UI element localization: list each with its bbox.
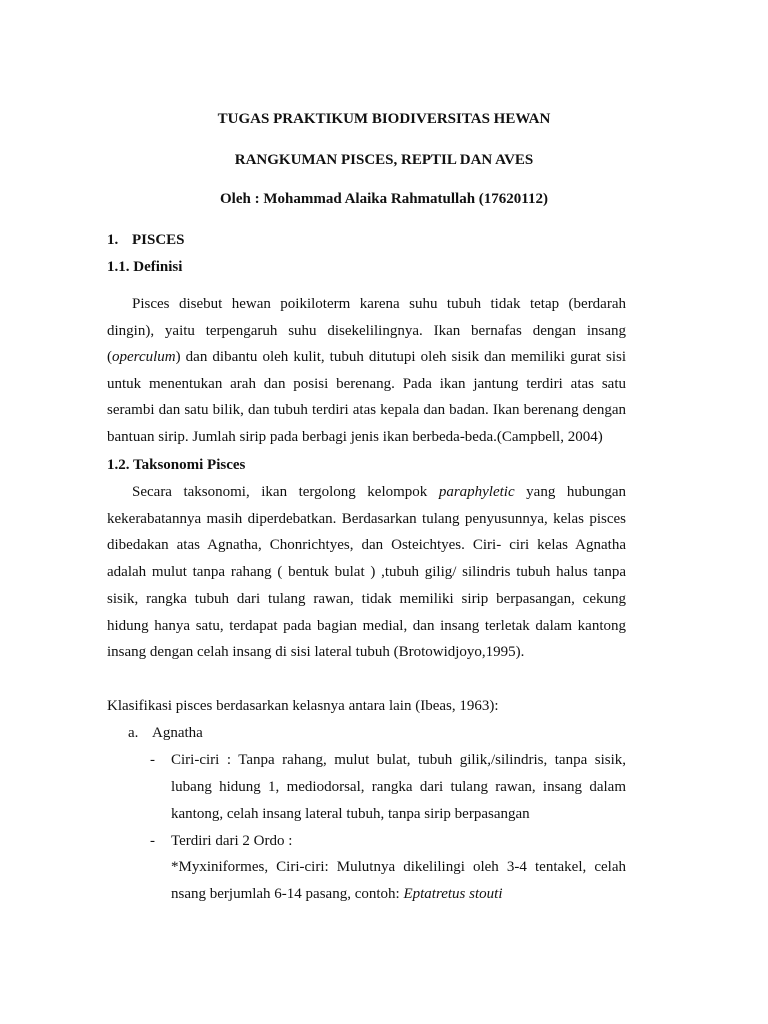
paragraph-line: dingin), yaitu terpengaruh suhu disekelilingnya. Ikan bernafas dengan insang <box>107 323 626 339</box>
list-marker: a. <box>128 725 139 741</box>
bullet-line: *Myxiniformes, Ciri-ciri: Mulutnya dikelilingi oleh 3-4 tentakel, celah <box>171 859 626 875</box>
text-fragment: Secara taksonomi, ikan tergolong kelompok <box>132 484 428 500</box>
section-title: PISCES <box>132 232 185 248</box>
paragraph-line <box>132 483 626 501</box>
paragraph-line: dibedakan atas Agnatha, Chonrichtyes, dan Osteichtyes. Ciri- ciri kelas Agnatha <box>107 537 626 553</box>
subsection-heading-taksonomi: 1.2. Taksonomi Pisces <box>107 457 246 473</box>
document-subtitle: RANGKUMAN PISCES, REPTIL DAN AVES <box>234 152 534 168</box>
bullet-line <box>171 885 502 903</box>
bullet-marker: - <box>150 752 155 768</box>
ordo-label: Terdiri dari 2 Ordo : <box>171 833 293 849</box>
bullet-line: lubang hidung 1, mediodorsal, rangka dari tulang rawan, insang dalam <box>171 779 626 795</box>
document-author: Oleh : Mohammad Alaika Rahmatullah (17620112) <box>220 191 548 207</box>
italic-species: Eptatretus stouti <box>403 886 503 902</box>
klasifikasi-intro: Klasifikasi pisces berdasarkan kelasnya antara lain (Ibeas, 1963): <box>107 698 499 714</box>
paragraph-line: Pisces disebut hewan poikiloterm karena suhu tubuh tidak tetap (berdarah <box>132 296 626 312</box>
list-item-agnatha: Agnatha <box>152 725 203 741</box>
paragraph-line: sisik, rangka tubuh dari tulang rawan, tidak memiliki sirip berpasangan, cekung <box>107 591 626 607</box>
paragraph-line: bantuan sirip. Jumlah sirip pada berbagi jenis ikan berbeda-beda.(Campbell, 2004) <box>107 429 603 445</box>
paragraph-line: adalah mulut tanpa rahang ( bentuk bulat ) ,tubuh gilig/ silindris tubuh halus tanpa <box>107 564 626 580</box>
paragraph-line: kekerabatannya masih diperdebatkan. Berdasarkan tulang penyusunnya, kelas pisces <box>107 511 626 527</box>
italic-term: paraphyletic <box>438 484 515 500</box>
bullet-line: Ciri-ciri : Tanpa rahang, mulut bulat, tubuh gilik,/silindris, tanpa sisik, <box>171 752 626 768</box>
paragraph-line: untuk menentukan arah dan posisi berenang. Pada ikan jantung terdiri atas satu <box>107 376 626 392</box>
paragraph-line: insang dengan celah insang di sisi lateral tubuh (Brotowidjoyo,1995). <box>107 644 525 660</box>
paragraph-line: serambi dan satu bilik, dan tubuh terdiri atas kepala dan badan. Ikan berenang dengan <box>107 402 626 418</box>
italic-term: operculum <box>112 349 176 365</box>
document-title: TUGAS PRAKTIKUM BIODIVERSITAS HEWAN <box>217 111 551 127</box>
text-fragment: ) dan dibantu oleh kulit, tubuh ditutupi oleh sisik dan memiliki gurat sisi <box>175 349 626 365</box>
bullet-marker: - <box>150 833 155 849</box>
subsection-heading-definisi: 1.1. Definisi <box>107 259 183 275</box>
text-fragment: yang hubungan <box>526 484 626 500</box>
text-fragment: ( <box>107 349 112 365</box>
paragraph-line <box>107 348 626 366</box>
section-number: 1. <box>107 232 119 248</box>
bullet-line: kantong, celah insang lateral tubuh, tanpa sirip berpasangan <box>171 806 530 822</box>
text-fragment: nsang berjumlah 6-14 pasang, contoh: <box>171 886 400 902</box>
paragraph-line: hidung hanya satu, terdapat pada bagian medial, dan insang terletak dalam kantong <box>107 618 626 634</box>
